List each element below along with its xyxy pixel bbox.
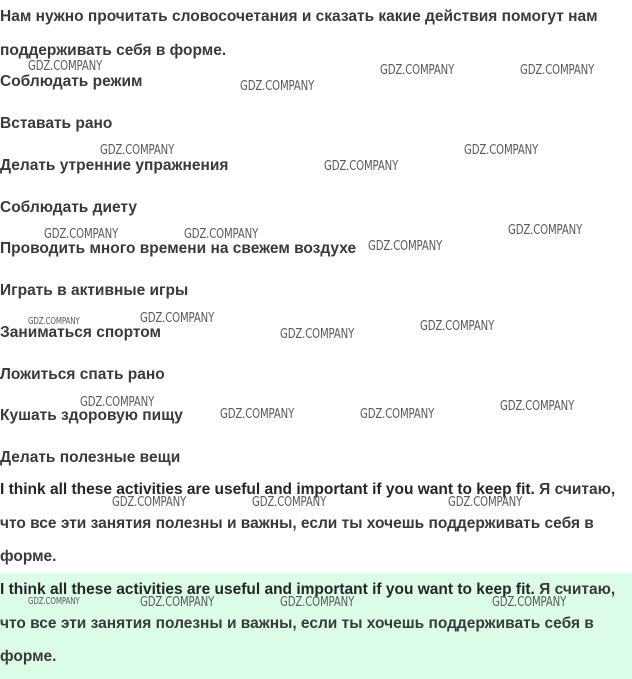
watermark: GDZ.COMPANY	[240, 79, 315, 94]
watermark: GDZ.COMPANY	[448, 495, 523, 510]
answer-paragraph	[0, 473, 632, 574]
watermark: GDZ.COMPANY	[252, 495, 327, 510]
intro-text: Нам нужно прочитать словосочетания и сказать какие действия помогут нам поддерживать себя в форме.	[0, 8, 598, 59]
answer-english: I think all these activities are useful and important if you want to keep fit.	[0, 581, 535, 598]
watermark: GDZ.COMPANY	[360, 407, 435, 422]
watermark: GDZ.COMPANY	[28, 596, 80, 607]
phrase-item: Делать утренние упражнения	[0, 157, 229, 174]
watermark: GDZ.COMPANY	[280, 327, 355, 342]
phrase-item: Соблюдать диету	[0, 199, 137, 216]
answer-english: I think all these activities are useful and important if you want to keep fit.	[0, 481, 535, 498]
answer-russian: Я считаю, что все эти занятия полезны и важны, если ты хочешь поддерживать себя в форме.	[0, 581, 616, 665]
watermark: GDZ.COMPANY	[140, 595, 215, 610]
watermark: GDZ.COMPANY	[492, 595, 567, 610]
watermark: GDZ.COMPANY	[420, 319, 495, 334]
phrase-item: Проводить много времени на свежем воздухе	[0, 240, 357, 257]
watermark: GDZ.COMPANY	[140, 311, 215, 326]
watermark: GDZ.COMPANY	[44, 227, 119, 242]
watermark: GDZ.COMPANY	[380, 63, 455, 78]
watermark: GDZ.COMPANY	[184, 227, 259, 242]
watermark: GDZ.COMPANY	[500, 399, 575, 414]
phrase-item: Делать полезные вещи	[0, 449, 181, 466]
watermark: GDZ.COMPANY	[28, 316, 80, 327]
watermark: GDZ.COMPANY	[368, 239, 443, 254]
watermark: GDZ.COMPANY	[280, 595, 355, 610]
watermark: GDZ.COMPANY	[324, 159, 399, 174]
watermark: GDZ.COMPANY	[112, 495, 187, 510]
answer-russian: Я считаю, что все эти занятия полезны и важны, если ты хочешь поддерживать себя в форме.	[0, 481, 616, 565]
phrase-item: Заниматься спортом	[0, 324, 162, 341]
watermark: GDZ.COMPANY	[100, 143, 175, 158]
watermark: GDZ.COMPANY	[508, 223, 583, 238]
watermark: GDZ.COMPANY	[28, 59, 103, 74]
watermark: GDZ.COMPANY	[520, 63, 595, 78]
watermark: GDZ.COMPANY	[464, 143, 539, 158]
watermark: GDZ.COMPANY	[80, 395, 155, 410]
phrase-item: Соблюдать режим	[0, 73, 143, 90]
phrase-item: Ложиться спать рано	[0, 366, 165, 383]
phrase-item: Кушать здоровую пищу	[0, 407, 183, 424]
watermark: GDZ.COMPANY	[220, 407, 295, 422]
phrase-item: Вставать рано	[0, 115, 113, 132]
phrase-item: Играть в активные игры	[0, 282, 189, 299]
answer-paragraph-highlighted	[0, 573, 632, 674]
